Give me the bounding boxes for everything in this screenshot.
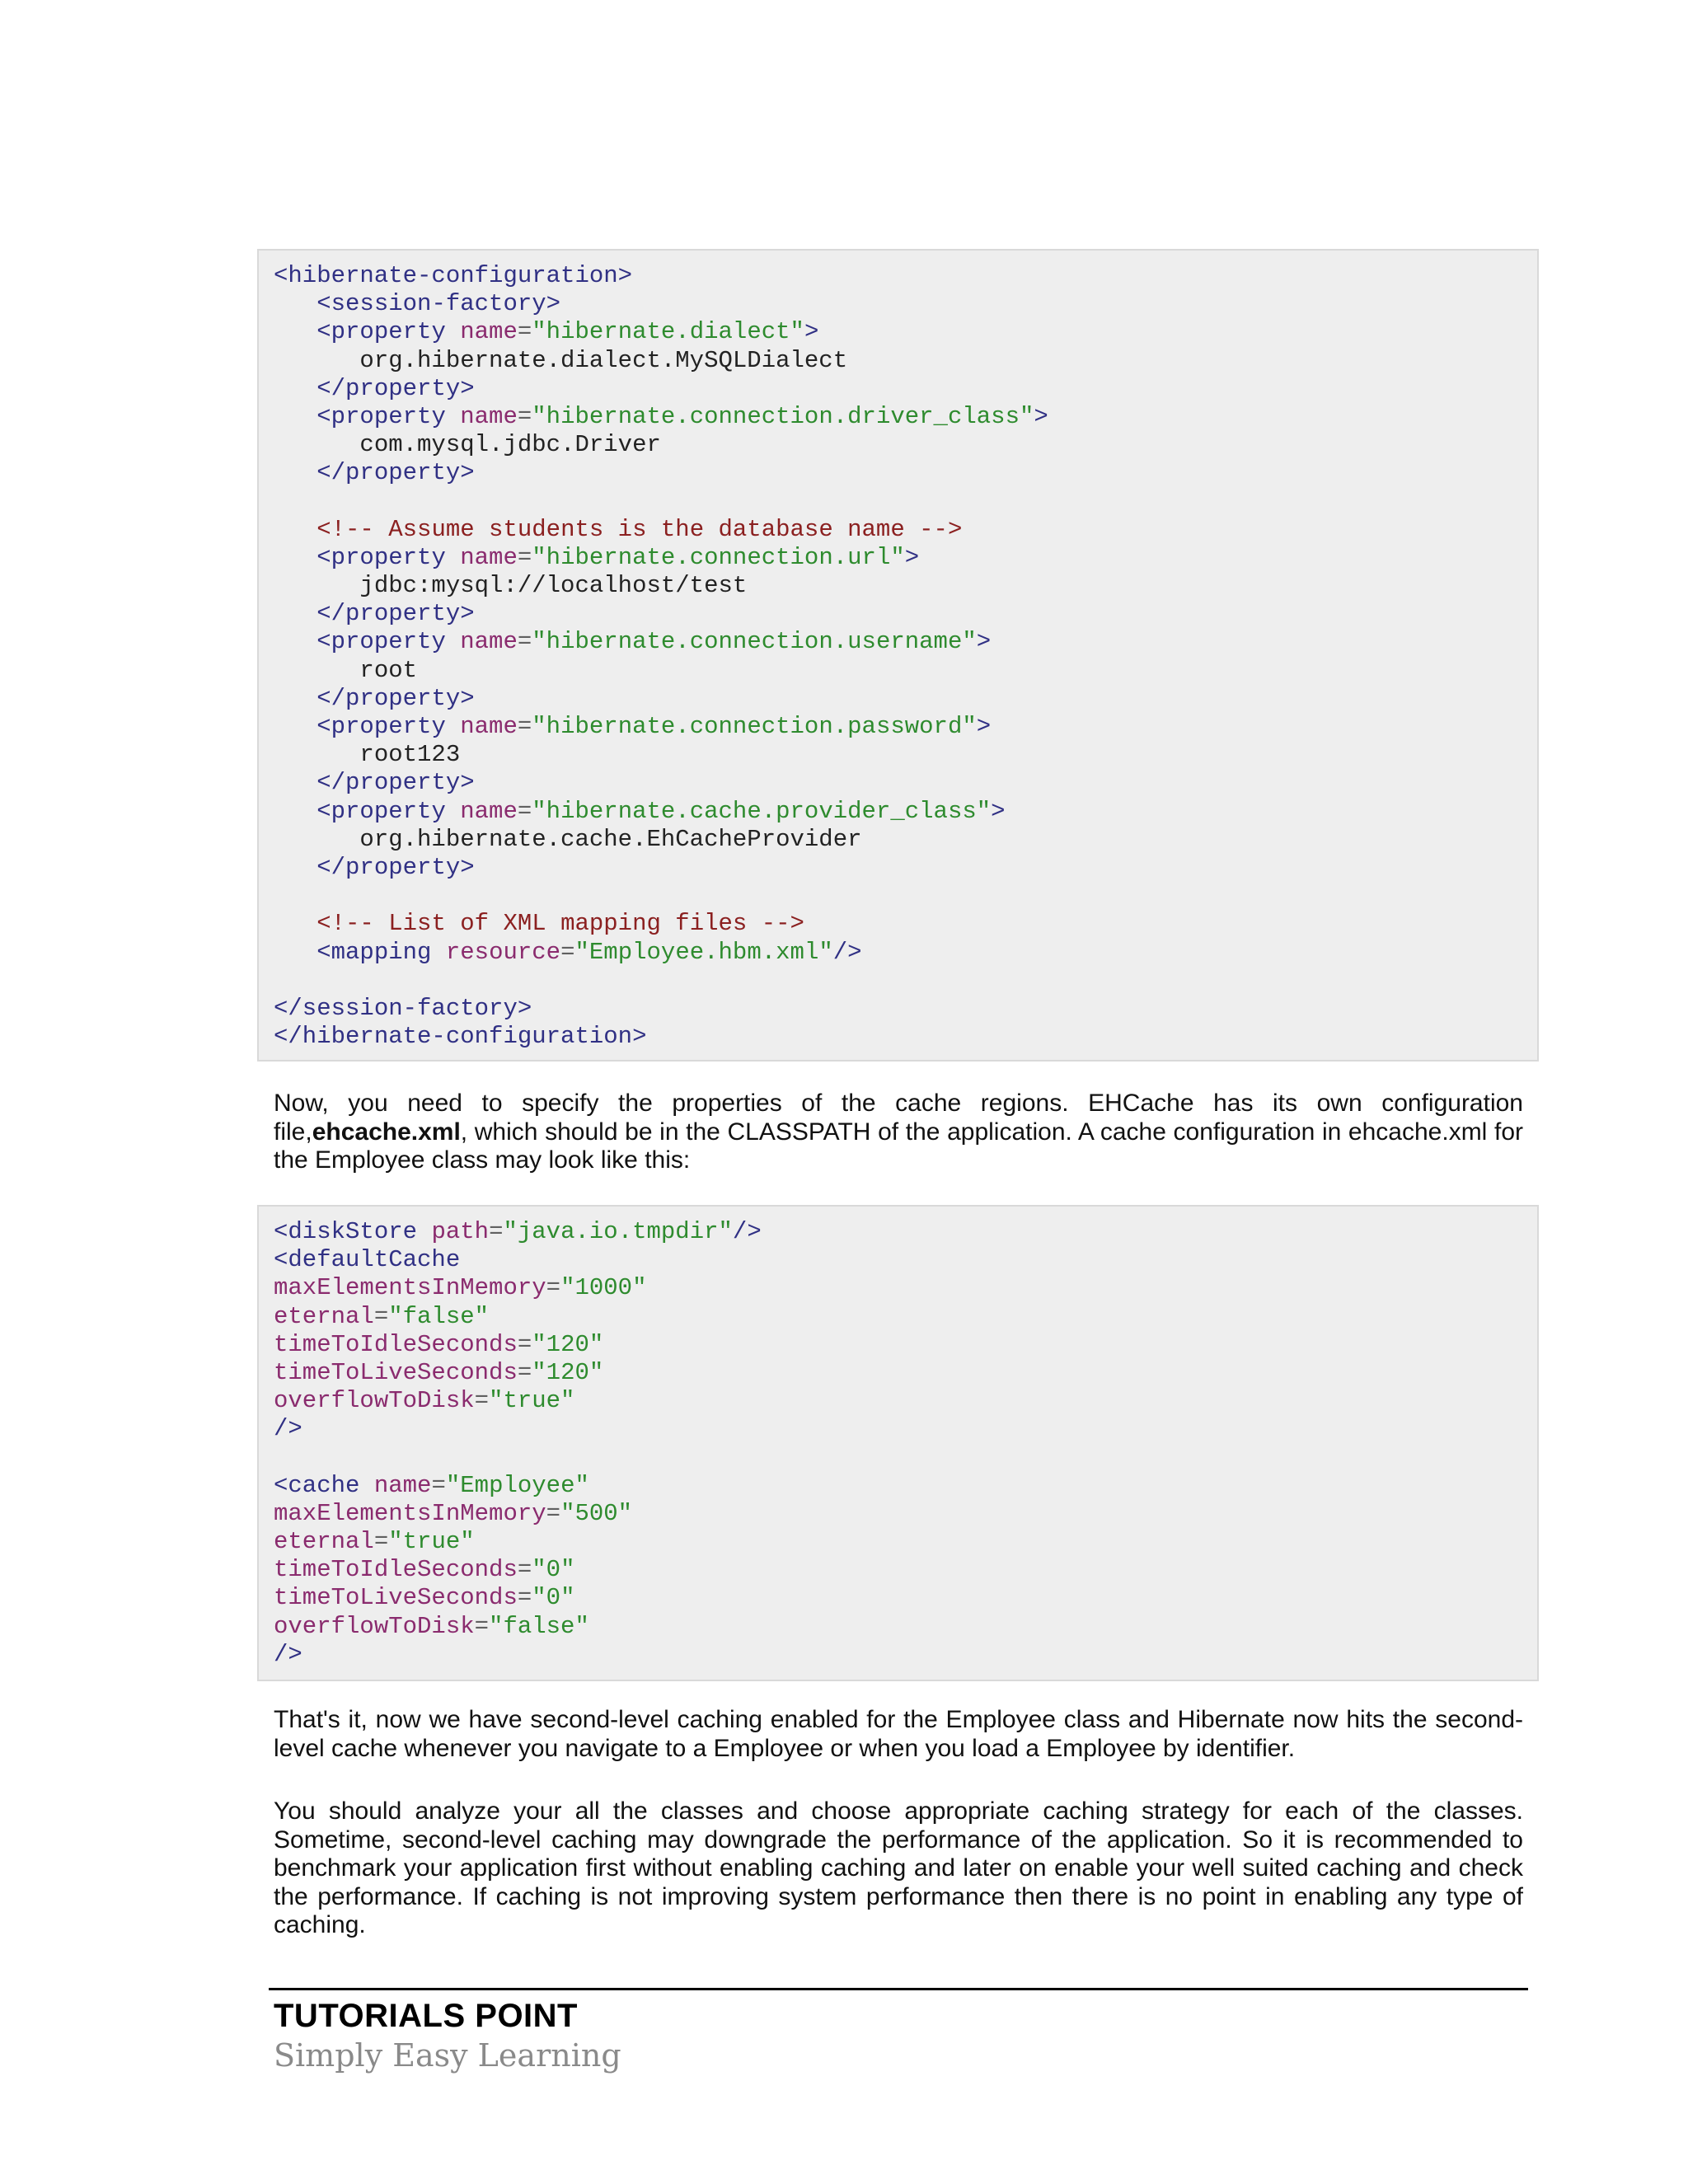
- code-token: "120": [532, 1330, 604, 1358]
- code-line: [274, 882, 1522, 910]
- code-token: [274, 628, 316, 655]
- code-token: <!-- List of XML mapping files -->: [316, 910, 804, 938]
- code-token: "0": [532, 1584, 575, 1612]
- code-token: com.mysql.jdbc.Driver: [274, 431, 661, 459]
- code-token: <cache: [274, 1471, 374, 1499]
- code-line: [274, 910, 1522, 938]
- code-token: </hibernate-configuration>: [274, 1023, 647, 1051]
- paragraph-text: Now, you need to specify the properties of the cache regions. EHCache has its own configuration file,: [274, 1090, 1523, 1146]
- code-token: />: [732, 1218, 762, 1245]
- code-line: [274, 769, 1522, 797]
- code-token: [274, 516, 316, 543]
- code-token: org.hibernate.cache.EhCacheProvider: [274, 825, 862, 853]
- code-token: name: [460, 318, 518, 346]
- code-line: [274, 318, 1522, 346]
- code-line: [274, 685, 1522, 713]
- code-token: <property: [316, 318, 461, 346]
- code-token: "java.io.tmpdir": [503, 1218, 733, 1245]
- code-token: [274, 854, 316, 881]
- code-token: =: [517, 1556, 532, 1584]
- code-token: <session-factory>: [316, 290, 561, 318]
- code-line: [274, 854, 1522, 882]
- code-line: [274, 826, 1522, 854]
- code-line: [274, 488, 1522, 516]
- code-line: [274, 431, 1522, 459]
- code-token: "hibernate.connection.username": [532, 628, 977, 656]
- code-token: =: [517, 1584, 532, 1612]
- code-line: [274, 544, 1522, 572]
- code-token: />: [274, 1640, 302, 1668]
- code-line: [274, 1500, 1522, 1528]
- code-token: />: [274, 1415, 302, 1443]
- code-token: >: [904, 543, 920, 571]
- paragraph-ehcache-intro: [274, 1090, 1523, 1175]
- code-line: [274, 403, 1522, 431]
- code-token: [274, 685, 316, 712]
- code-token: <!-- Assume students is the database name -->: [316, 515, 963, 543]
- code-token: >: [976, 713, 992, 740]
- code-line: [274, 1218, 1522, 1246]
- code-line: [274, 1331, 1522, 1359]
- code-token: =: [373, 1528, 389, 1556]
- code-token: [274, 488, 288, 515]
- code-token: "Employee.hbm.xml": [574, 938, 833, 966]
- code-token: [274, 318, 316, 345]
- ehcache-filename: ehcache.xml: [312, 1118, 461, 1146]
- code-line: [274, 1387, 1522, 1415]
- code-line: [274, 1613, 1522, 1641]
- code-token: [274, 600, 316, 627]
- code-token: <mapping: [316, 938, 446, 966]
- code-line: [274, 347, 1522, 375]
- code-line: [274, 967, 1522, 995]
- code-token: =: [560, 938, 575, 966]
- code-token: timeToIdleSeconds: [274, 1330, 518, 1358]
- code-token: [274, 769, 316, 796]
- code-token: org.hibernate.dialect.MySQLDialect: [274, 346, 848, 374]
- code-line: [274, 741, 1522, 769]
- code-token: </property>: [316, 853, 475, 881]
- code-token: "hibernate.connection.driver_class": [532, 402, 1034, 430]
- code-token: timeToLiveSeconds: [274, 1358, 518, 1386]
- code-token: name: [460, 402, 518, 430]
- code-token: <property: [316, 797, 461, 825]
- code-token: [274, 459, 316, 486]
- code-token: =: [474, 1387, 490, 1415]
- code-token: maxElementsInMemory: [274, 1499, 546, 1527]
- code-token: root: [274, 656, 418, 684]
- code-line: [274, 459, 1522, 487]
- footer-tagline: Simply Easy Learning: [274, 2037, 621, 2074]
- code-token: name: [460, 797, 518, 825]
- code-line: [274, 1528, 1522, 1556]
- code-token: <property: [316, 543, 461, 571]
- code-token: path: [431, 1218, 490, 1245]
- code-line: [274, 628, 1522, 656]
- code-token: =: [546, 1274, 561, 1302]
- code-token: </property>: [316, 374, 475, 402]
- code-line: [274, 1359, 1522, 1387]
- code-token: name: [460, 628, 518, 656]
- code-token: [274, 403, 316, 430]
- code-token: resource: [445, 938, 561, 966]
- code-token: </session-factory>: [274, 994, 532, 1022]
- code-line: [274, 1246, 1522, 1274]
- code-line: [274, 1641, 1522, 1669]
- code-token: [274, 375, 316, 402]
- code-line: [274, 1303, 1522, 1331]
- code-token: "hibernate.dialect": [532, 318, 804, 346]
- code-token: overflowToDisk: [274, 1387, 475, 1415]
- code-token: >: [1034, 402, 1048, 430]
- code-line: [274, 1274, 1522, 1302]
- code-token: [274, 1444, 288, 1471]
- code-token: =: [489, 1218, 504, 1245]
- code-token: =: [517, 402, 532, 430]
- code-token: <defaultCache: [274, 1246, 461, 1274]
- code-token: "1000": [560, 1274, 647, 1302]
- code-line: [274, 1444, 1522, 1472]
- paragraph-text: , which should be in the CLASSPATH of the application. A cache configuration in ehcache.xml for the Employee class may look like this:: [274, 1118, 1523, 1174]
- code-token: name: [373, 1471, 432, 1499]
- code-token: =: [517, 1358, 532, 1386]
- code-token: "Employee": [445, 1471, 589, 1499]
- code-token: =: [517, 628, 532, 656]
- code-line: [274, 572, 1522, 600]
- code-token: <property: [316, 713, 461, 740]
- code-line: [274, 1472, 1522, 1500]
- code-token: =: [517, 1330, 532, 1358]
- code-token: "false": [489, 1612, 589, 1640]
- code-line: [274, 657, 1522, 685]
- code-token: "hibernate.connection.url": [532, 543, 905, 571]
- code-token: </property>: [316, 684, 475, 712]
- code-line: [274, 600, 1522, 628]
- code-line: [274, 995, 1522, 1023]
- code-token: <property: [316, 628, 461, 656]
- code-token: eternal: [274, 1302, 374, 1330]
- code-block-ehcache-config: [257, 1205, 1539, 1681]
- code-token: =: [517, 797, 532, 825]
- code-line: [274, 798, 1522, 826]
- code-token: [274, 290, 316, 317]
- code-token: =: [373, 1302, 389, 1330]
- paragraph-analyze-classes: You should analyze your all the classes and choose appropriate caching strategy for each of the classes. Sometime, second-level caching may downgrade the performance of the application. So it is recommended to benchmark your application first without enabling caching and later on enable your well suited caching and check the performance. If caching is not improving system performance then there is no point in enabling any type of caching.: [274, 1797, 1523, 1938]
- code-token: />: [832, 938, 862, 966]
- code-token: "hibernate.cache.provider_class": [532, 797, 992, 825]
- code-line: [274, 262, 1522, 290]
- code-token: "hibernate.connection.password": [532, 713, 977, 740]
- code-token: =: [517, 543, 532, 571]
- code-token: "false": [388, 1302, 490, 1330]
- code-token: name: [460, 713, 518, 740]
- code-token: [274, 713, 316, 740]
- code-token: <diskStore: [274, 1218, 432, 1245]
- code-token: [274, 967, 288, 994]
- code-token: eternal: [274, 1528, 374, 1556]
- code-token: >: [991, 797, 1006, 825]
- code-token: jdbc:mysql://localhost/test: [274, 572, 748, 600]
- code-token: [274, 910, 316, 937]
- code-token: [274, 798, 316, 825]
- code-token: "500": [560, 1499, 633, 1527]
- code-line: [274, 375, 1522, 403]
- code-token: timeToIdleSeconds: [274, 1556, 518, 1584]
- code-token: maxElementsInMemory: [274, 1274, 546, 1302]
- code-token: "true": [489, 1387, 575, 1415]
- code-token: [274, 882, 288, 909]
- code-token: </property>: [316, 769, 475, 797]
- code-token: <hibernate-configuration>: [274, 262, 633, 289]
- code-token: =: [546, 1499, 561, 1527]
- code-line: [274, 1584, 1522, 1612]
- code-line: [274, 1415, 1522, 1443]
- code-token: </property>: [316, 600, 475, 628]
- code-token: root123: [274, 741, 461, 769]
- code-token: =: [517, 713, 532, 740]
- code-line: [274, 713, 1522, 741]
- paragraph-second-level-enabled: That's it, now we have second-level caching enabled for the Employee class and Hibernate now hits the second-level cache whenever you navigate to a Employee or when you load a Employee by identifier.: [274, 1706, 1523, 1762]
- code-token: =: [517, 318, 532, 346]
- code-token: [274, 544, 316, 571]
- code-token: <property: [316, 402, 461, 430]
- code-line: [274, 516, 1522, 544]
- code-line: [274, 290, 1522, 318]
- code-token: =: [474, 1612, 490, 1640]
- code-token: timeToLiveSeconds: [274, 1584, 518, 1612]
- code-line: [274, 1023, 1522, 1051]
- code-line: [274, 1556, 1522, 1584]
- code-block-hibernate-config: [257, 249, 1539, 1062]
- code-line: [274, 939, 1522, 967]
- code-token: =: [431, 1471, 446, 1499]
- code-token: "120": [532, 1358, 604, 1386]
- footer-brand: TUTORIALS POINT: [274, 1998, 578, 2034]
- code-token: </property>: [316, 459, 475, 487]
- code-token: "0": [532, 1556, 575, 1584]
- code-token: >: [976, 628, 992, 656]
- code-token: "true": [388, 1528, 475, 1556]
- footer-divider: [269, 1988, 1528, 1990]
- code-token: name: [460, 543, 518, 571]
- code-token: >: [804, 318, 819, 346]
- code-token: [274, 939, 316, 966]
- code-token: overflowToDisk: [274, 1612, 475, 1640]
